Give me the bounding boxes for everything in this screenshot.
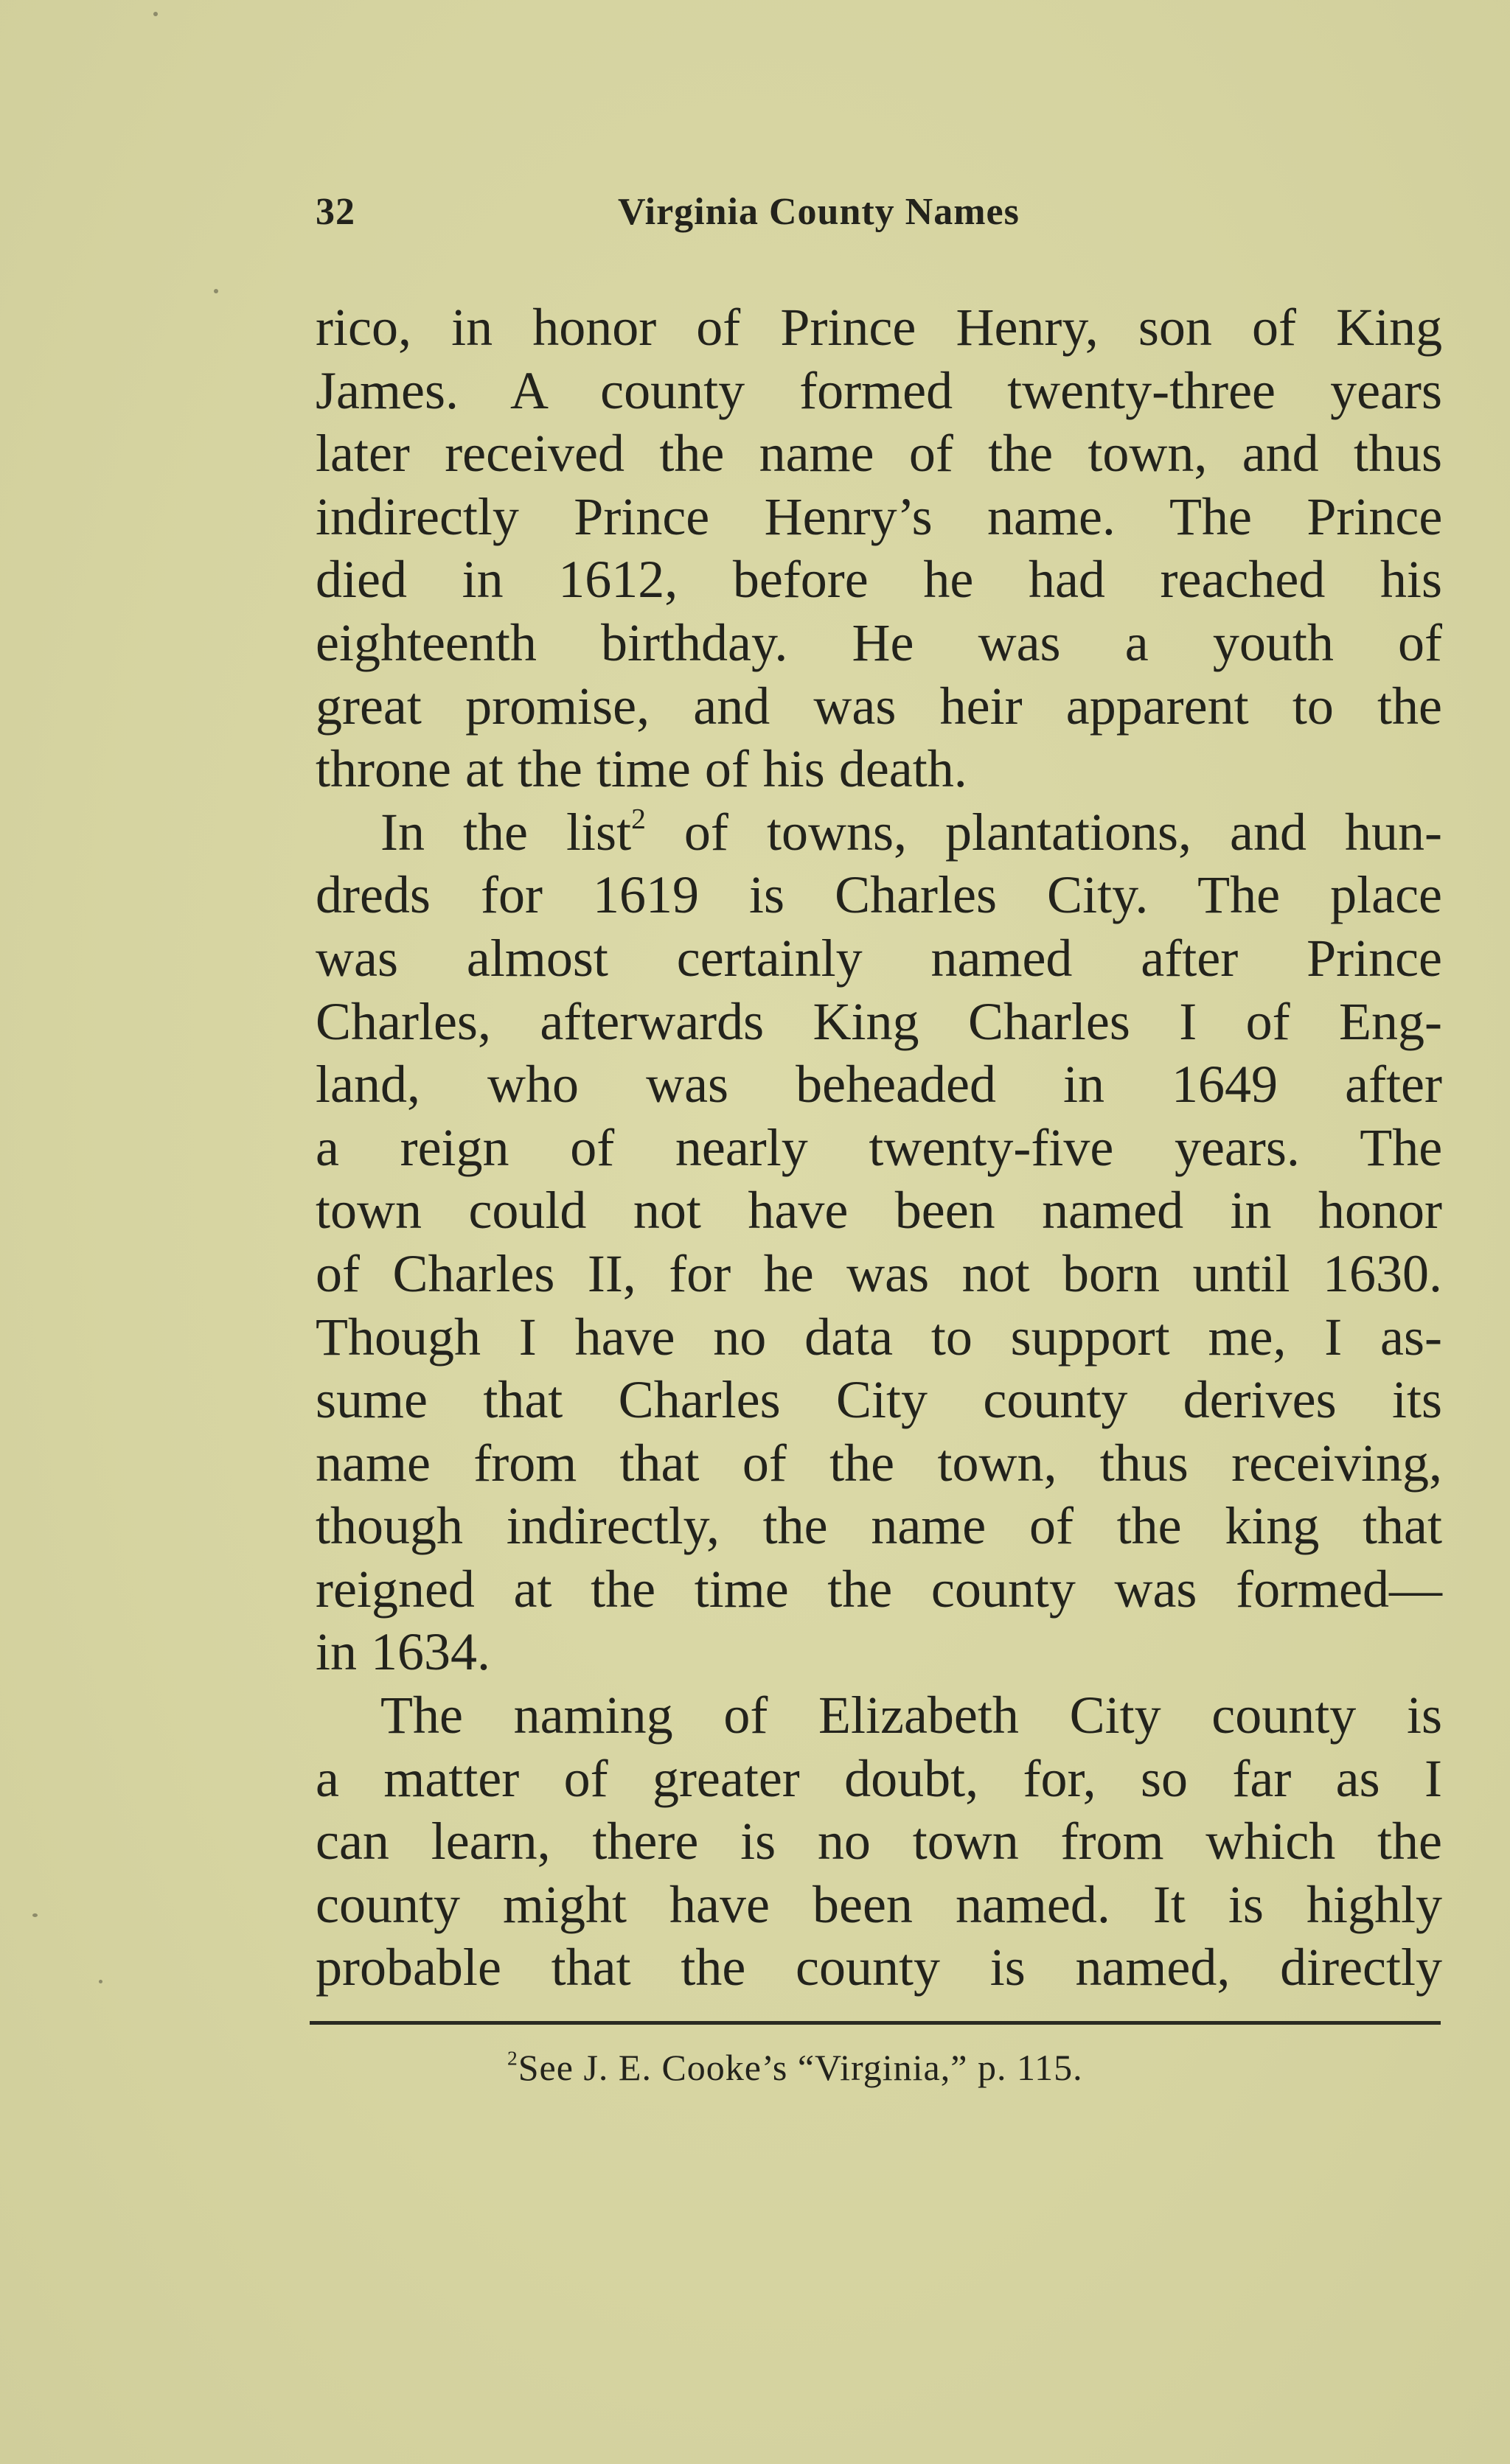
paper-speck <box>214 289 218 293</box>
text-line: in 1634. <box>316 1622 491 1682</box>
text-line: Charles, afterwards King Charles I of Eng- <box>316 991 1442 1051</box>
paper-speck <box>99 1980 102 1983</box>
text-fragment: of towns, plantations, and hun- <box>645 802 1442 862</box>
page-header <box>316 190 1436 242</box>
paragraph-3 <box>316 1684 1442 2000</box>
text-line: eighteenth birthday. He was a youth of <box>316 612 1443 672</box>
paper-speck <box>32 1913 38 1917</box>
text-line: reigned at the time the county was formed— <box>316 1559 1442 1619</box>
paragraph-1 <box>316 296 1442 801</box>
text-line: name from that of the town, thus receiving, <box>316 1433 1442 1493</box>
text-line: later received the name of the town, and thus <box>316 424 1442 484</box>
text-line: James. A county formed twenty-three years <box>316 360 1442 420</box>
text-line: land, who was beheaded in 1649 after <box>316 1055 1442 1114</box>
text-line: a reign of nearly twenty-five years. The <box>316 1117 1443 1177</box>
text-line: dreds for 1619 is Charles City. The place <box>316 865 1442 925</box>
paragraph-2 <box>316 801 1442 1684</box>
running-title: Virginia County Names <box>618 191 1020 233</box>
text-line: of Charles II, for he was not born until 1630. <box>316 1243 1442 1303</box>
text-line: can learn, there is no town from which the <box>316 1812 1442 1871</box>
text-line: Though I have no data to support me, I as- <box>316 1307 1442 1367</box>
text-line: throne at the time of his death. <box>316 739 967 799</box>
body-text <box>316 296 1442 2000</box>
footnote <box>507 2042 1466 2093</box>
text-line <box>316 801 1442 865</box>
text-line: sume that Charles City county derives its <box>316 1370 1442 1430</box>
text-line: was almost certainly named after Prince <box>316 928 1442 988</box>
text-line: probable that the county is named, directly <box>316 1938 1442 1997</box>
text-line: indirectly Prince Henry’s name. The Prince <box>316 486 1443 546</box>
text-line: The naming of Elizabeth City county is <box>380 1686 1442 1745</box>
footnote-rule <box>310 2021 1441 2025</box>
footnote-marker: 2 <box>507 2046 518 2070</box>
text-line: county might have been named. It is highly <box>316 1874 1442 1934</box>
footnote-text: See J. E. Cooke’s “Virginia,” p. 115. <box>518 2047 1083 2088</box>
page-number: 32 <box>316 191 355 233</box>
text-line: rico, in honor of Prince Henry, son of King <box>316 298 1443 357</box>
text-line: though indirectly, the name of the king that <box>316 1496 1443 1556</box>
footnote-reference: 2 <box>631 802 646 835</box>
text-line: town could not have been named in honor <box>316 1181 1442 1240</box>
text-line: great promise, and was heir apparent to the <box>316 676 1442 736</box>
text-line: a matter of greater doubt, for, so far as I <box>316 1748 1442 1808</box>
text-fragment: In the list <box>380 802 632 862</box>
paper-speck <box>153 12 158 16</box>
text-line: died in 1612, before he had reached his <box>316 550 1442 610</box>
